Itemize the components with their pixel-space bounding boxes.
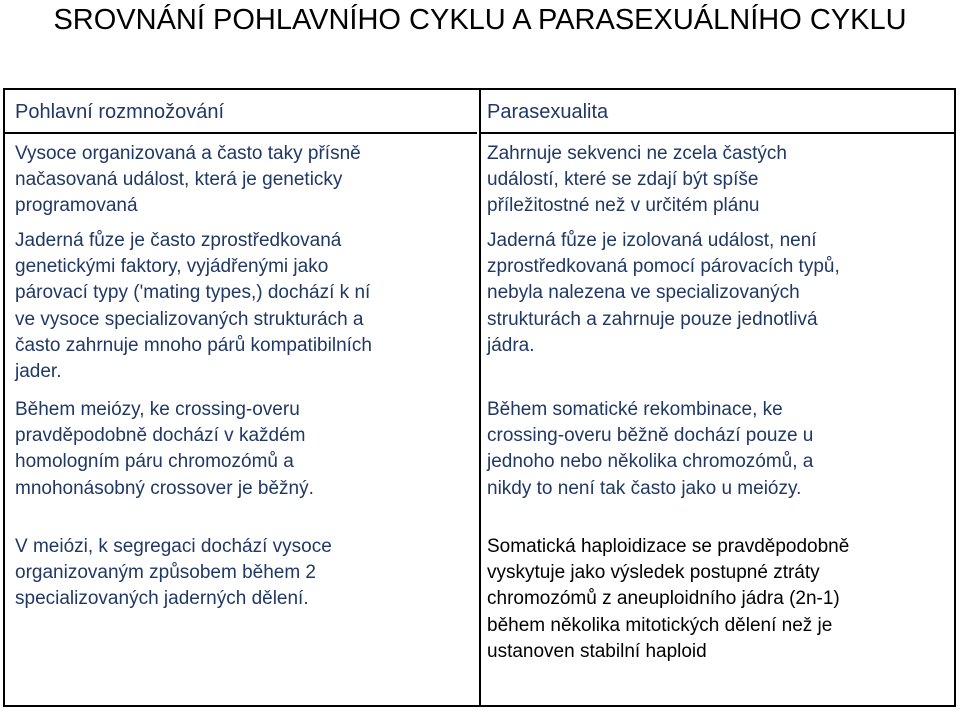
header-divider-left [5, 132, 477, 134]
column-divider [479, 90, 481, 705]
parasexual-cycle-heading: Parasexualita [487, 101, 609, 123]
parasexual-cycle-paragraph-3: Během somatické rekombinace, ke crossing-overu běžně dochází pouze u jednoho nebo několika chromozómů, a nikdy to není tak často jako u meiózy. [487, 399, 814, 499]
parasexual-cycle-paragraph-1: Zahrnuje sekvenci ne zcela častých událostí, které se zdají být spíše příležitostné než v určitém plánu [487, 143, 787, 217]
sexual-cycle-paragraph-2: Jaderná fůze je často zprostředkovaná genetickými faktory, vyjádřenými jako párovací typy ('mating types,) dochází k ní ve vysoce specializovaných strukturách a často zahrnuje mnoho párů kompatibilních jader. [15, 230, 372, 383]
header-divider-right [481, 132, 954, 134]
parasexual-cycle-paragraph-4: Somatická haploidizace se pravděpodobně vyskytuje jako výsledek postupné ztráty chromozómů z aneuploidního jádra (2n-1) během několika mitotických dělení než je ustanoven stabilní haploid [487, 536, 850, 662]
sexual-cycle-paragraph-4: V meiózi, k segregaci dochází vysoce organizovaným způsobem během 2 specializovaných jaderných dělení. [15, 536, 332, 610]
sexual-cycle-paragraph-3: Během meiózy, ke crossing-overu pravděpodobně dochází v každém homologním páru chromozómů a mnohonásobný crossover je běžný. [15, 399, 314, 499]
sexual-cycle-paragraph-1: Vysoce organizovaná a často taky přísně načasovaná událost, která je geneticky programovaná [15, 143, 361, 217]
parasexual-cycle-paragraph-2: Jaderná fůze je izolovaná událost, není zprostředkovaná pomocí párovacích typů, nebyla nalezena ve specializovaných strukturách a zahrnuje pouze jednotlivá jádra. [487, 230, 840, 356]
page-title: SROVNÁNÍ POHLAVNÍHO CYKLU A PARASEXUÁLNÍHO CYKLU [53, 4, 907, 36]
sexual-cycle-heading: Pohlavní rozmnožování [15, 101, 225, 123]
comparison-table [3, 88, 956, 707]
